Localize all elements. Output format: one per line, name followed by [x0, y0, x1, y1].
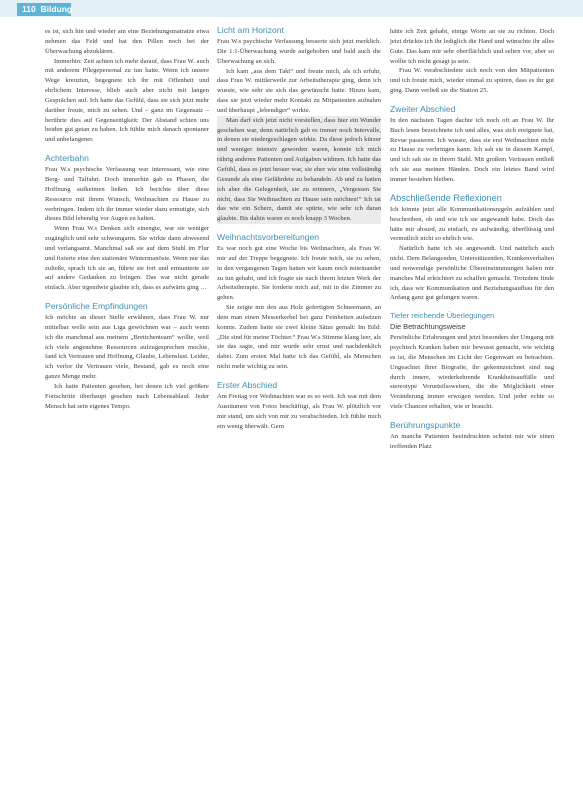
paragraph: Ich hatte Patienten gesehen, bei denen ich viel größere Fortschritte überhaupt gesehen nach Lebensablauf. Jeder Mensch hat sein eigenes Tempo.	[45, 383, 209, 410]
subsection-heading-betrachtungsweise: Die Betrachtungsweise	[390, 322, 466, 332]
paragraph: In den nächsten Tagen dachte ich noch oft an Frau W. Ihr Buch lesen bezeichnete ich und alles, was sich ereignete hat, Revue passieren. Ich wusste, dass sie erst Weihnachten nicht zu Hause zu verbringen kann. Ich sah sie in diesem Kampf, und ich sah sie in ihrem Stahl. Mit großem Vertrauen entließ ich sie aus meinen Händen. Doch ein letztes Band wird immer bestehen bleiben.	[390, 116, 554, 183]
column-2	[217, 27, 381, 431]
section-heading-reflexionen: Abschließende Reflexionen	[390, 192, 502, 203]
section-heading-achterbahn: Achterbahn	[45, 153, 89, 164]
page-number: 110	[22, 4, 36, 14]
section-heading-zweiter-abschied: Zweiter Abschied	[390, 103, 456, 114]
subsection-heading-ueberlegungen: Tiefer reichende Überlegungen	[390, 311, 495, 321]
running-header	[17, 3, 71, 16]
section-heading-licht: Licht am Horizont	[217, 25, 284, 35]
section-heading-beruehrungspunkte: Berührungspunkte	[390, 420, 461, 430]
paragraph: es ist, sich hin und wieder am eine Beziehungsmatratze etwa nehmen das Feld und bat den Pillen noch bei der Überwachung abzuklären.	[45, 28, 209, 55]
highlighted-paragraph: Man darf sich jetzt nicht vorstellen, dass hier ein Wunder geschehen war, denn natürlich gab es immer noch Intervalle, in denen sie niedergeschlagen wirkte. Da diese jedoch kürzer und weniger intensiv geworden waren, konnte ich mich rührig anderen Patienten und Aufgaben widmen. Ich hatte das Gefühl, dass es jetzt besser war, sie eher wie eine vollständig Gesunde als eine Gefährdete zu behandeln. Ab und zu hatten ich aber die Gelegenheit, sie zu erinnern, „Vergessen Sie nicht, dass Sie Weihnachten zu Hause sein möchten!“ Ich tat das wie ein Scherz, damit sie spürte, wie sehr ich daran glaubte. Bis dahin waren es noch knapp 3 Wochen.	[217, 116, 381, 223]
section-heading-erster-abschied: Erster Abschied	[217, 380, 278, 390]
paragraph: Es war noch gut eine Woche bis Weihnachten, als Frau W. mir auf der Treppe begegnete. Ich freute mich, sie zu sehen, in den vergangenen Tagen hatten wir kaum noch miteinander zu tun gehabt, und ich fragte sie nach ihrem letzten Werk der Arbeitstherapie. Sie forderte mich auf, mit in die Zimmer zu gehen.	[217, 245, 381, 302]
paragraph: Ich möchte an dieser Stelle erwähnen, dass Frau W. nur mittelbar welle sein aus Liga gewöchnen war – auch wenn ich die manchmal aus meinem „Brettchenteam“ wollte, weil ich viele angenehme Ressourcen aufzugesprechen mochte, fand ich Vertrauen und Hoffnung, Glaube, Lebenslust. Leider, ich verlor ihr Vertrauen viele, Bestand, gab es noch eine ganze Menge mehr.	[45, 314, 209, 381]
paragraph: Frau W. verabschiedete sich noch von den Mitpatienten und ich freute mich, wieder einmal zu spüren, dass es ihr gut ging. Dann verließ sie die Station 25.	[390, 67, 554, 95]
paragraph: Immerhin: Zeit achten ich mehr darauf, dass Frau W. auch mit anderem Pflegepersonal zu tun hatte. Wenn ich unsere Wege kreuzten, begegnete ich ihr mit Offenheit und ehrlichem Interesse, blieb auch aber nicht mit langen Gesprächen auf. Ich hatte das Gefühl, dass sie sich jetzt mehr darüber freute, mich zu sehen. Und – ganz im Gegensatz – berührte dies auf Gegenseitigkeit: Der Abstand schien uns beiden gut getan zu haben. Ich fühlte mich danach spontaner und unbefangener.	[45, 57, 209, 144]
header-band	[0, 0, 583, 17]
paragraph: Frau W.s psychische Verfassung besserte sich jetzt merklich. Die 1:1-Überwachung wurde aufgehoben und bald auch die Überwachung an sich.	[217, 38, 381, 65]
paragraph: Am Freitag vor Weihnachten war es so weit. Ich war mit dem Ausräumen von Fotos beschäftigt, als Frau W. plötzlich vor mir stand, um sich von mir zu verabschieden. Ich fühlte mich ein wenig überwält. Gern	[217, 393, 381, 430]
chapter-title: Bildung	[40, 4, 73, 14]
paragraph: Natürlich hatte ich sie angewandt. Und natürlich auch nicht. Dem Belangenden, Unterstützenden, Krankenverhalten und notwendige persönliche Übereinstimmungen haben mir manches Mal erleichtert zu schaffen gemacht. Trotzdem finde ich, dass wir Kommunikation und Beziehungsaufbau für den Anfang ganz gut gelungen waren.	[390, 245, 554, 302]
paragraph: Ich könnte jetzt alle Kommunikationsregeln aufzählen und beschreiben, ob und wie ich sie angewandt habe. Doch das hätte mir absurd, zu einfach, zu aufwändig, überflüssig und vermutlich nicht so ehrlich wie.	[390, 205, 554, 243]
paragraph: Ich kam „aus dem Takt“ und freute mich, als ich erfuhr, dass Frau W. mittlerweile zur Arbeitstherapie ging, denn ich wusste, wie sehr sie sich das gewünscht hatte. Hinzu kam, dass sie jetzt wieder mehr Kontakt zu Mitpatienten aufnahm und überhaupt „lebendiger“ wirkte.	[217, 67, 381, 114]
paragraph: Wenn Frau W.s Denken sich einengte, war sie weniger zugänglich und sehr schwungarm. Sie wirkte dann abwesend und verlangsamt. Manchmal saß sie auf dem Stuhl im Flur und fixierte eine den stationäre Wintermanösie. Wenn nur das zuließe, sprach ich sie an, führte sie fort und ermunterte sie auf andere Gedanken zu bringen. Das war nicht gerade einfach. Aber irgendwie glaubte ich, dass es aufwärts ging …	[45, 225, 209, 292]
paragraph: Persönliche Erfahrungen und jetzt besonders der Umgang mit psychisch Kranken haben mir bewusst gemacht, wie wichtig es ist, die Menschen im Licht der Gegenwart zu betrachten. Ungeachtet ihrer Biografie, ihr gekennzeichnet sind nag durch innere, wiederkehrende Krankheitsauffälle und stereotype Vorurteilssweisen, die die Möglichkeit einer Veränderung immer erwogen werden. Und jeder echte so viele Chancen erhalten, wie er braucht.	[390, 334, 554, 411]
column-3	[390, 27, 554, 452]
paragraph: hätte ich Zeit gehabt, einige Worte an sie zu richten. Doch jetzt drückte ich ihr lediglich die Hand und wünschte ihr alles Gute. Das kam mir sehr oberflächlich und selten vor, aber so wollte ich nicht gesagt ja sein.	[390, 28, 554, 65]
section-heading-empfindungen: Persönliche Empfindungen	[45, 301, 148, 312]
paragraph: Sie zeigte mir den aus Holz gefertigten Schneemann, an dem man einen Messerkerbel bei ganz Feinheiten aufsetzen konnte. Zudem hatte sie zwei kleine Sätze gemalt: Im Bild: „Die sind für meine Töchter.“ Frau W.s Stimme klang leer, als sie das sagte, und mir wurde sehr ernst und nachdenklich dabei. Zum ersten Mal hatte ich das Gefühl, als Menschen nicht mehr wichtig zu sein.	[217, 304, 381, 371]
section-heading-weihnachtsvorbereitungen: Weihnachtsvorbereitungen	[217, 232, 320, 243]
paragraph: An manche Patienten beeindruckten scheint mir wie einen treffenden Platz	[390, 433, 554, 450]
paragraph: Frau W.s psychische Verfassung war interessant, wie eine Berg- und Talfahrt. Doch immerhin gab es Phasen, die Hoffnung aufkeimen ließen. Ich berichte über diese Ressource mit ihrem Wunsch, Weihnachten zu Hause zu verbringen. Indem ich ihr immer wieder dazu ermutigte, sich dieses Bild lebendig vor Augen zu halten.	[45, 166, 209, 223]
column-1	[45, 27, 209, 412]
